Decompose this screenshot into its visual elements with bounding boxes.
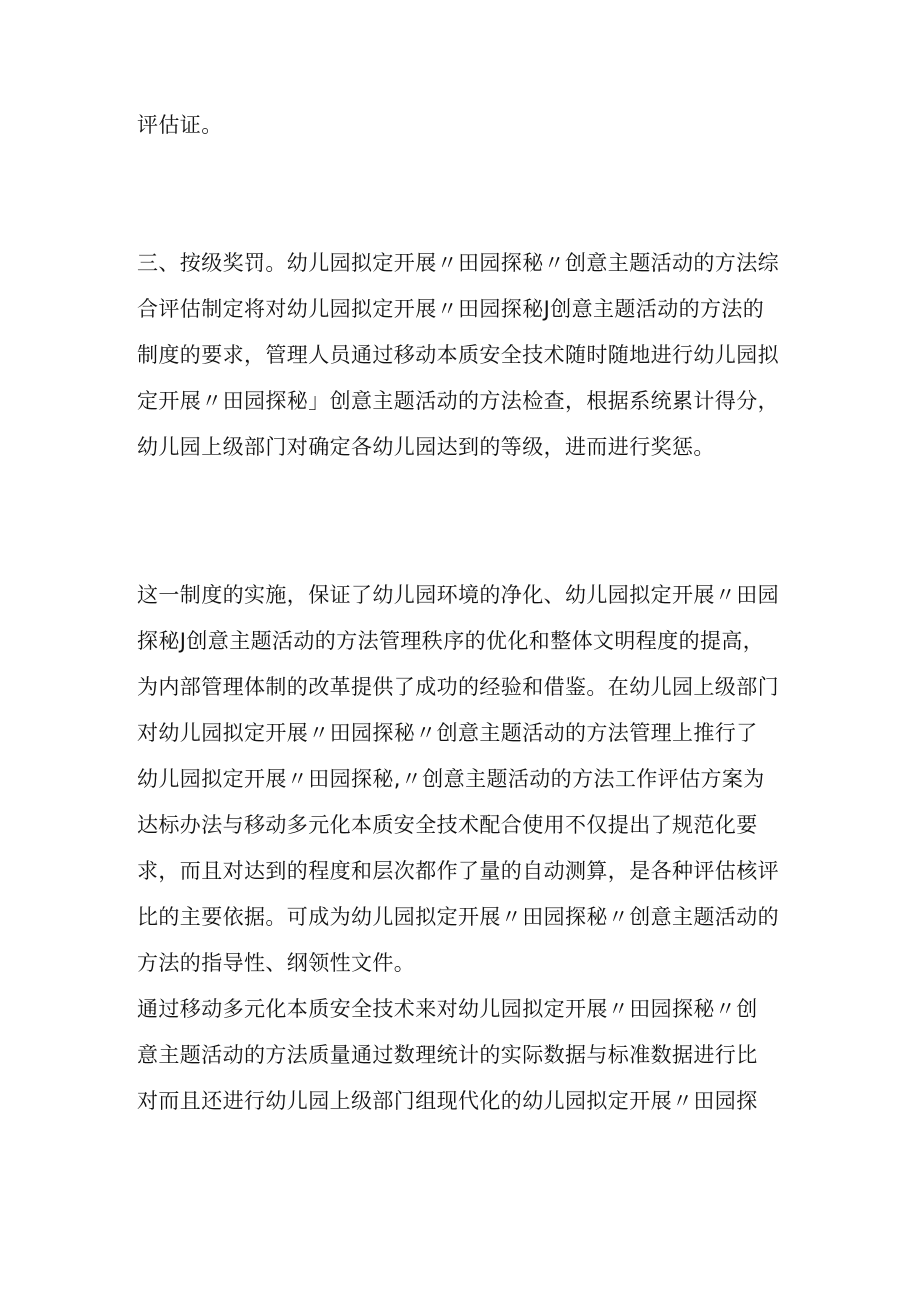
text-line: 为内部管理体制的改革提供了成功的经验和借鉴。在幼儿园上级部门 xyxy=(137,675,779,699)
text-line: 幼儿园拟定开展〃田园探秘,〃创意主题活动的方法工作评估方案为 xyxy=(137,767,765,791)
text-line: 求，而且对达到的程度和层次都作了量的自动测算，是各种评估核评 xyxy=(137,859,779,883)
text-line: 方法的指导性、纲领性文件。 xyxy=(137,951,416,975)
text-line: 达标办法与移动多元化本质安全技术配合使用不仅提出了规范化要 xyxy=(137,813,758,837)
text-line: 幼儿园上级部门对确定各幼儿园达到的等级，进而进行奖惩。 xyxy=(137,435,715,459)
text-line: 制度的要求，管理人员通过移动本质安全技术随时随地进行幼儿园拟 xyxy=(137,343,779,367)
text-line: 定开展〃田园探秘」创意主题活动的方法检查，根据系统累计得分， xyxy=(137,389,779,413)
text-line: 通过移动多元化本质安全技术来对幼儿园拟定开展〃田园探秘〃创 xyxy=(137,997,758,1021)
text-line: 意主题活动的方法质量通过数理统计的实际数据与标准数据进行比 xyxy=(137,1043,758,1067)
text-line: 合评估制定将对幼儿园拟定开展〃田园探秘J创意主题活动的方法的 xyxy=(137,297,765,321)
text-line: 对幼儿园拟定开展〃田园探秘〃创意主题活动的方法管理上推行了 xyxy=(137,721,758,745)
text-line: 这一制度的实施，保证了幼儿园环境的净化、幼儿园拟定开展〃田园 xyxy=(137,583,779,607)
text-line: 比的主要依据。可成为幼儿园拟定开展〃田园探秘〃创意主题活动的 xyxy=(137,905,779,929)
text-line: 评估证。 xyxy=(137,113,223,137)
text-line: 三、按级奖罚。幼儿园拟定开展〃田园探秘〃创意主题活动的方法综 xyxy=(137,251,779,275)
text-line: 探秘J创意主题活动的方法管理秩序的优化和整体文明程度的提高， xyxy=(137,629,765,653)
text-line: 对而且还进行幼儿园上级部门组现代化的幼儿园拟定开展〃田园探 xyxy=(137,1089,758,1113)
